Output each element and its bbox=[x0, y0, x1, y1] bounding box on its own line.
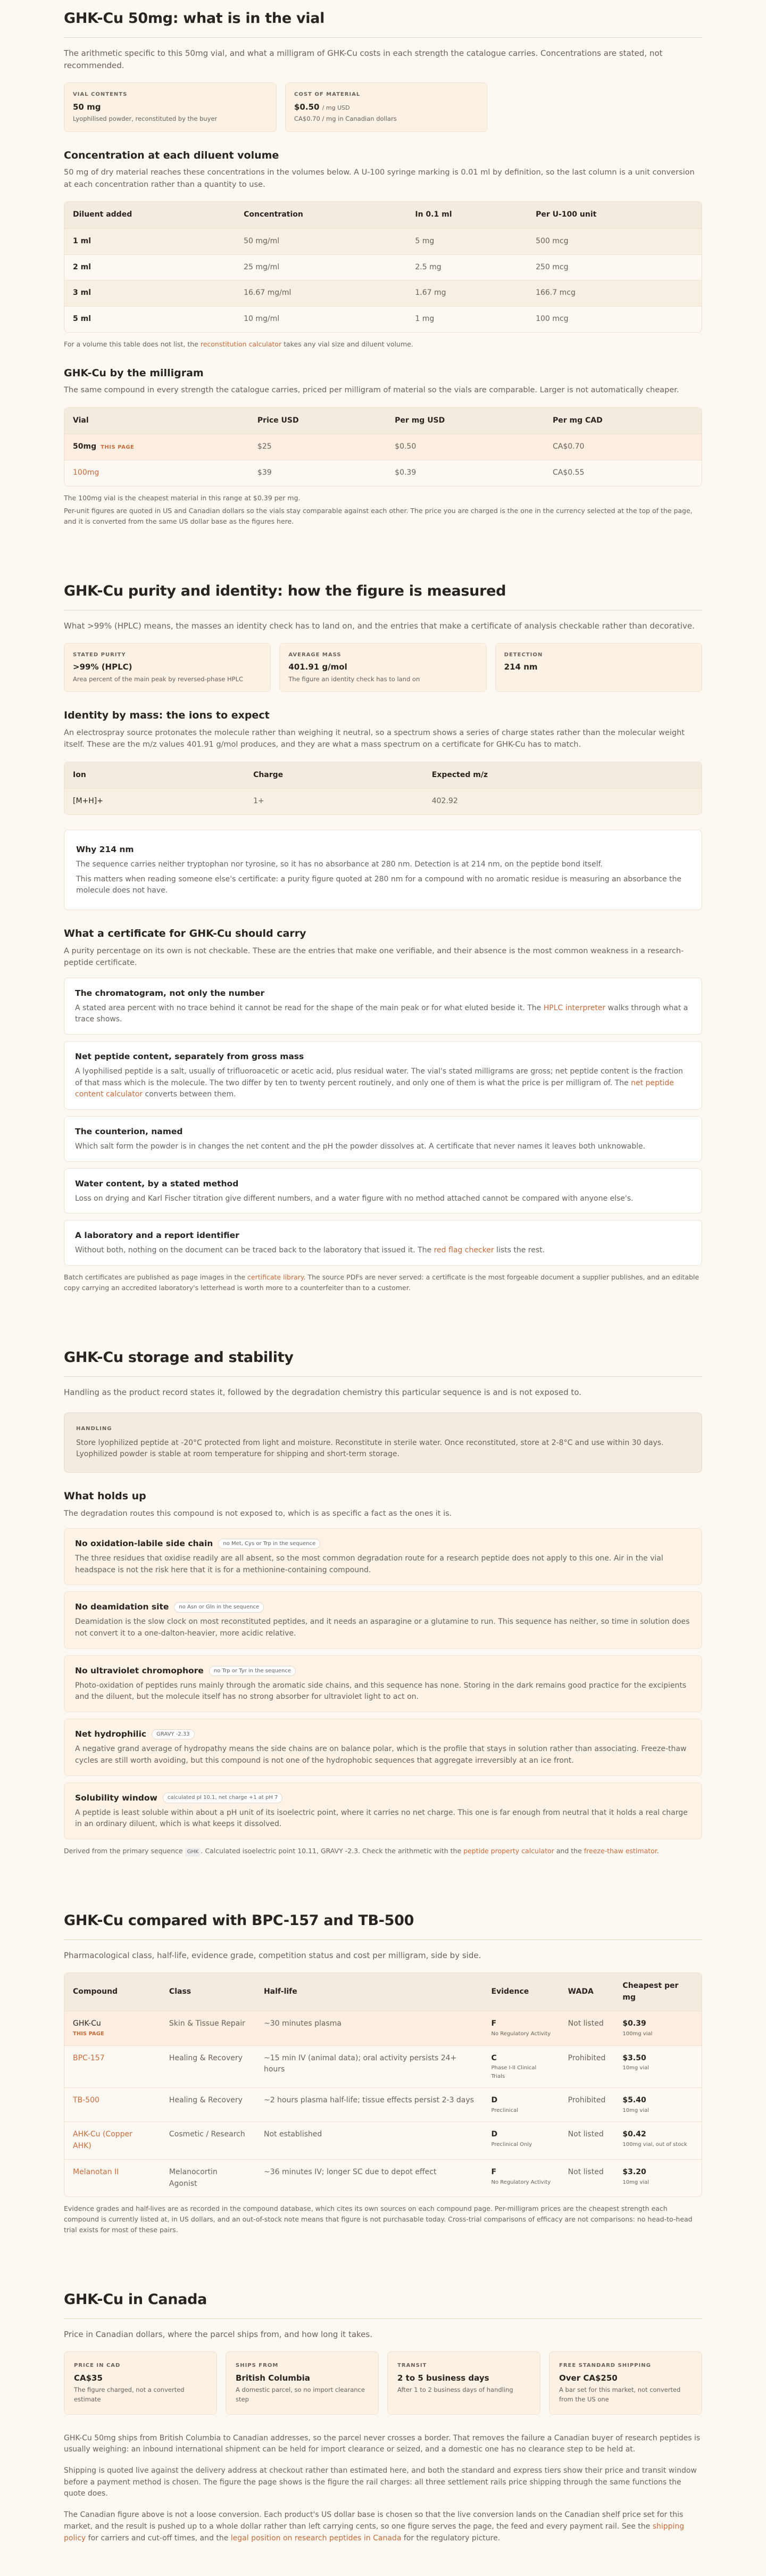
evidence-cell bbox=[483, 2011, 560, 2045]
mg-sub: The same compound in every strength the catalogue carries, priced per milligram of material so the vials are comparable. Larger is not automatically cheaper. bbox=[64, 386, 679, 395]
evidence-grade: F bbox=[491, 2019, 497, 2028]
canada-card bbox=[549, 2351, 702, 2414]
compound-cell bbox=[64, 2122, 161, 2159]
table-cell: 166.7 mcg bbox=[527, 280, 702, 307]
canada-intro: Price in Canadian dollars, where the parcel ships from, and how long it takes. bbox=[64, 2330, 372, 2340]
compare-note: Evidence grades and half-lives are as recorded in the compound database, which cites its own sources on each compound page. Per-milligram prices are the cheapest strength each compound is currently listed at, in US dollars, and an out-of-stock note means that figure is not purchasable today. Cross-trial comparisons of efficacy are not comparisons: no head-to-head trial exists for most of these pairs. bbox=[64, 2205, 693, 2234]
card-desc: The figure charged, not a converted estimate bbox=[74, 2386, 185, 2403]
card-key: VIAL CONTENTS bbox=[73, 92, 128, 98]
conc-note: For a volume this table does not list, the reconstitution calculator takes any vial size and diluent volume. bbox=[64, 340, 413, 348]
stability-pill: no Asn or Gln in the sequence bbox=[174, 1602, 264, 1613]
table-cell: 25 mg/ml bbox=[235, 254, 406, 280]
price-desc: 100mg vial, out of stock bbox=[622, 2142, 687, 2148]
card-desc: After 1 to 2 business days of handling bbox=[397, 2386, 513, 2394]
column-header: Per mg USD bbox=[386, 408, 544, 434]
card-desc: CA$0.70 / mg in Canadian dollars bbox=[294, 115, 397, 123]
stability-item-title: No ultraviolet chromophore no Trp or Tyr in the sequence bbox=[75, 1664, 691, 1677]
mg-table bbox=[64, 407, 702, 486]
cert-item-text: A stated area percent with no trace behind it cannot be read for the shape of the main peak or for what eluted beside it. The HPLC interpreter walks through what a trace shows. bbox=[75, 1003, 688, 1024]
canada-p1: GHK-Cu 50mg ships from British Columbia to Canadian addresses, so the parcel never crosses a border. That removes the failure a Canadian buyer of research peptides is usually weighing: an inbound international shipment can be held for import clearance or seized, and a domestic one has no clearance step to be held at. bbox=[64, 2433, 701, 2454]
stability-item bbox=[64, 1719, 702, 1776]
compare-section bbox=[64, 1902, 702, 2235]
evidence-desc: No Regulatory Activity bbox=[491, 2179, 551, 2185]
table-cell: 1+ bbox=[245, 789, 423, 814]
stability-item-text: Photo-oxidation of peptides runs mainly through the aromatic side chains, and this sequence has none. Storing in the dark remains good practice for the excipients and the diluent, but the molecule itself has no strong absorber for ultraviolet light to act on. bbox=[75, 1681, 687, 1702]
compound-name: GHK-Cu bbox=[73, 2019, 101, 2028]
cert-item-text: A lyophilised peptide is a salt, usually of trifluoroacetic or acetic acid, plus residual water. The vial's stated milligrams are gross; net peptide content is the fraction of that mass which is the molecule. The two differ by ten to twenty percent routinely, and only one of them is what the price is per milligram of. The net peptide content calculator converts between them. bbox=[75, 1067, 683, 1099]
vial-name: 50mg bbox=[73, 442, 97, 451]
table-row bbox=[64, 460, 702, 486]
column-header: Cheapest per mg bbox=[614, 1973, 702, 2011]
canada-section bbox=[64, 2281, 702, 2544]
shipping-policy-link[interactable]: shipping policy bbox=[64, 2522, 685, 2542]
column-header: Diluent added bbox=[64, 202, 235, 228]
half-life-cell: ~30 minutes plasma bbox=[255, 2011, 483, 2045]
price-desc: 100mg vial bbox=[622, 2031, 653, 2037]
handling-box bbox=[64, 1413, 702, 1473]
stability-item bbox=[64, 1591, 702, 1648]
cert-item-title: Net peptide content, separately from gross mass bbox=[75, 1051, 304, 1061]
evidence-desc: No Regulatory Activity bbox=[491, 2031, 551, 2037]
mg-note-2: Per-unit figures are quoted in US and Canadian dollars so the vials stay comparable against each other. The price you are charged is the one in the currency selected at the top of the page, and it is converted from the same US dollar base as the figures here. bbox=[64, 506, 693, 525]
storage-title: GHK-Cu storage and stability bbox=[64, 1339, 702, 1377]
table-cell: 250 mcg bbox=[527, 254, 702, 280]
cert-item-text: Without both, nothing on the document can be traced back to the laboratory that issued it. The red flag checker lists the rest. bbox=[75, 1246, 545, 1255]
wada-cell: Prohibited bbox=[560, 2088, 614, 2122]
cert-item bbox=[64, 1116, 702, 1162]
canada-p3: The Canadian figure above is not a loose conversion. Each product's US dollar base is chosen so that the live conversion lands on the Canadian shelf price set for this market, and the result is pushed up to a whole dollar rather than left carrying cents, so one figure serves the page, the feed and every payment rail. See the shipping policy for carriers and cut-off times, and the legal position on research peptides in Canada for the regulatory picture. bbox=[64, 2511, 685, 2542]
table-cell: 1 ml bbox=[64, 228, 235, 254]
cert-item-title: The counterion, named bbox=[75, 1127, 183, 1137]
evidence-grade: D bbox=[491, 2096, 498, 2105]
card-value bbox=[294, 101, 478, 113]
column-header: Charge bbox=[245, 762, 423, 789]
tool-link[interactable]: red flag checker bbox=[434, 1246, 494, 1255]
evidence-desc: Phase I-II Clinical Trials bbox=[491, 2065, 537, 2079]
evidence-desc: Preclinical Only bbox=[491, 2142, 532, 2148]
compound-cell bbox=[64, 2045, 161, 2088]
stability-item-title: Solubility window calculated pI 10.1, net charge +1 at pH 7 bbox=[75, 1791, 691, 1804]
vial-intro: The arithmetic specific to this 50mg vial, and what a milligram of GHK-Cu costs in each strength the catalogue carries. Concentrations are stated, not recommended. bbox=[64, 48, 663, 71]
legal-position-link[interactable]: legal position on research peptides in Canada bbox=[230, 2533, 402, 2542]
mg-note: The 100mg vial is the cheapest material in this range at $0.39 per mg. bbox=[64, 493, 301, 502]
mass-card: AVERAGE MASS 401.91 g/mol The figure an identity check has to land on bbox=[279, 643, 486, 692]
stability-item-text: Deamidation is the slow clock on most reconstituted peptides, and it needs an asparagine or a glutamine to run. This sequence has neither, so time in solution does not convert it to a one-dalton-heavier, more acidic relative. bbox=[75, 1617, 690, 1638]
compound-link[interactable]: TB-500 bbox=[73, 2096, 99, 2105]
table-cell: 3 ml bbox=[64, 280, 235, 307]
table-cell: 10 mg/ml bbox=[235, 307, 406, 332]
cert-item bbox=[64, 1220, 702, 1266]
why-title: Why 214 nm bbox=[76, 845, 134, 855]
table-row bbox=[64, 2011, 702, 2045]
cost-unit: / mg USD bbox=[322, 104, 350, 111]
price-desc: 10mg vial bbox=[622, 2179, 650, 2185]
table-cell: $0.50 bbox=[386, 434, 544, 460]
canada-p2: Shipping is quoted live against the delivery address at checkout rather than estimated here, and both the standard and express tiers show their price and transit window before a payment method is chosen. The figure the page shows is the figure the rail charges: all three settlement rails price shipping through the same functions the quote does. bbox=[64, 2466, 697, 2498]
evidence-grade: C bbox=[491, 2053, 497, 2062]
cert-items bbox=[64, 978, 702, 1266]
conc-title: Concentration at each diluent volume bbox=[64, 149, 279, 161]
price-cell bbox=[614, 2088, 702, 2122]
cert-item-title: The chromatogram, not only the number bbox=[75, 988, 265, 998]
column-header: Per U-100 unit bbox=[527, 202, 702, 228]
price-cell bbox=[614, 2011, 702, 2045]
table-cell: 5 ml bbox=[64, 307, 235, 332]
purity-section bbox=[64, 573, 702, 1293]
table-cell: 16.67 mg/ml bbox=[235, 280, 406, 307]
class-cell: Healing & Recovery bbox=[161, 2088, 255, 2122]
vial-section bbox=[64, 0, 702, 527]
table-row bbox=[64, 228, 702, 254]
stability-item-title: No oxidation-labile side chain no Met, Cys or Trp in the sequence bbox=[75, 1537, 691, 1550]
vial-title: GHK-Cu 50mg: what is in the vial bbox=[64, 0, 702, 38]
column-header: Vial bbox=[64, 408, 249, 434]
card-value: 2 to 5 business days bbox=[397, 2373, 489, 2383]
table-row bbox=[64, 789, 702, 814]
column-header: Price USD bbox=[249, 408, 386, 434]
storage-intro: Handling as the product record states it, followed by the degradation chemistry this particular sequence is and is not exposed to. bbox=[64, 1387, 581, 1397]
column-header: Class bbox=[161, 1973, 255, 2011]
price-value: $3.20 bbox=[622, 2167, 646, 2176]
handling-key: HANDLING bbox=[76, 1426, 112, 1432]
table-cell: $25 bbox=[249, 434, 386, 460]
vial-contents-card bbox=[64, 82, 277, 132]
stability-item-title: Net hydrophilic GRAVY -2.33 bbox=[75, 1728, 691, 1740]
price-value: $0.42 bbox=[622, 2130, 646, 2139]
table-row bbox=[64, 2045, 702, 2088]
cert-note: Batch certificates are published as page images in the certificate library. The source PDFs are never served: a certificate is the most forgeable document a supplier publishes, and an editable copy carrying an accredited laboratory's letterhead is worth more to a counterfeiter than to a customer. bbox=[64, 1273, 700, 1292]
card-value: CA$35 bbox=[74, 2373, 103, 2383]
half-life-cell: ~2 hours plasma half-life; tissue effects persist 2-3 days bbox=[255, 2088, 483, 2122]
sequence-code: GHK bbox=[185, 1848, 201, 1856]
price-desc: 10mg vial bbox=[622, 2065, 650, 2071]
class-cell: Healing & Recovery bbox=[161, 2045, 255, 2088]
half-life-cell: ~15 min IV (animal data); oral activity persists 24+ hours bbox=[255, 2045, 483, 2088]
column-header: Ion bbox=[64, 762, 245, 789]
compound-link[interactable]: BPC-157 bbox=[73, 2053, 105, 2062]
vial-cell bbox=[64, 460, 249, 486]
cert-title: What a certificate for GHK-Cu should carry bbox=[64, 928, 306, 940]
wada-cell: Not listed bbox=[560, 2159, 614, 2197]
table-cell: 1 mg bbox=[406, 307, 527, 332]
table-row bbox=[64, 434, 702, 460]
evidence-cell bbox=[483, 2122, 560, 2159]
canada-card bbox=[64, 2351, 217, 2414]
evidence-cell bbox=[483, 2045, 560, 2088]
purity-intro: What >99% (HPLC) means, the masses an identity check has to land on, and the entries that make a certificate of analysis checkable rather than decorative. bbox=[64, 621, 695, 631]
compound-cell bbox=[64, 2159, 161, 2197]
why-p1: The sequence carries neither tryptophan nor tyrosine, so it has no absorbance at 280 nm. Detection is at 214 nm, on the peptide bond itself. bbox=[76, 860, 603, 869]
column-header: Compound bbox=[64, 1973, 161, 2011]
canada-cards bbox=[64, 2351, 702, 2414]
cert-item-title: A laboratory and a report identifier bbox=[75, 1231, 239, 1241]
derived-note: Derived from the primary sequence GHK . Calculated isoelectric point 10.11, GRAVY -2.3. Check the arithmetic with the peptide property calculator and the freeze-thaw estimator. bbox=[64, 1846, 702, 1856]
column-header: Half-life bbox=[255, 1973, 483, 2011]
conc-table bbox=[64, 201, 702, 332]
cost-value: $0.50 bbox=[294, 102, 320, 112]
canada-card bbox=[226, 2351, 379, 2414]
class-cell: Skin & Tissue Repair bbox=[161, 2011, 255, 2045]
wada-cell: Not listed bbox=[560, 2122, 614, 2159]
price-cell bbox=[614, 2159, 702, 2197]
cert-item bbox=[64, 978, 702, 1035]
evidence-cell bbox=[483, 2159, 560, 2197]
table-cell: 2 ml bbox=[64, 254, 235, 280]
cert-item bbox=[64, 1041, 702, 1110]
this-page-tag: THIS PAGE bbox=[73, 2031, 104, 2037]
column-header: In 0.1 ml bbox=[406, 202, 527, 228]
column-header: Concentration bbox=[235, 202, 406, 228]
stability-item bbox=[64, 1782, 702, 1839]
table-row bbox=[64, 2122, 702, 2159]
cost-card bbox=[285, 82, 487, 132]
card-value: British Columbia bbox=[236, 2373, 310, 2383]
compound-link[interactable]: AHK-Cu (Copper AHK) bbox=[73, 2130, 132, 2151]
table-cell: 402.92 bbox=[423, 789, 702, 814]
why-p2: This matters when reading someone else's certificate: a purity figure quoted at 280 nm for a compound with no aromatic residue is measuring an absorbance the molecule does not have. bbox=[76, 874, 681, 895]
compound-link[interactable]: Melanotan II bbox=[73, 2167, 119, 2176]
compound-cell bbox=[64, 2088, 161, 2122]
table-cell: $39 bbox=[249, 460, 386, 486]
holds-items bbox=[64, 1528, 702, 1839]
card-desc: A domestic parcel, so no import clearance step bbox=[236, 2386, 365, 2403]
conc-sub: 50 mg of dry material reaches these concentrations in the volumes below. A U-100 syringe marking is 0.01 ml by definition, so the last column is a unit conversion at each concentration rather than a quantity to use. bbox=[64, 168, 695, 189]
certificate-library-link[interactable]: certificate library bbox=[247, 1273, 304, 1282]
cert-item bbox=[64, 1168, 702, 1214]
evidence-grade: D bbox=[491, 2130, 498, 2139]
peptide-property-calculator-link[interactable]: peptide property calculator bbox=[463, 1846, 554, 1855]
holds-title: What holds up bbox=[64, 1490, 146, 1502]
compound-cell bbox=[64, 2011, 161, 2045]
stability-item-text: A peptide is least soluble within about a pH unit of its isoelectric point, where it carries no net charge. This one is far enough from neutral that it holds a real charge in an ordinary diluent, which is what keeps it dissolved. bbox=[75, 1808, 688, 1829]
holds-sub: The degradation routes this compound is not exposed to, which is as specific a fact as the ones it is. bbox=[64, 1509, 452, 1518]
storage-section bbox=[64, 1339, 702, 1856]
evidence-cell bbox=[483, 2088, 560, 2122]
stability-item bbox=[64, 1655, 702, 1712]
purity-title: GHK-Cu purity and identity: how the figure is measured bbox=[64, 573, 702, 610]
ion-title: Identity by mass: the ions to expect bbox=[64, 709, 270, 722]
canada-title: GHK-Cu in Canada bbox=[64, 2281, 702, 2319]
why-214-box bbox=[64, 830, 702, 910]
table-row bbox=[64, 254, 702, 280]
evidence-desc: Preclinical bbox=[491, 2107, 518, 2113]
stability-item-text: A negative grand average of hydropathy means the side chains are on balance polar, which is the profile that stays in solution rather than associating. Freeze-thaw cycles are still worth avoiding, but this compound is not one of the hydrophobic sequences that aggregate irreversibly at an ice front. bbox=[75, 1745, 687, 1765]
handling-text: Store lyophilized peptide at -20°C protected from light and moisture. Reconstitute in sterile water. Once reconstituted, store at 2-8°C and use within 30 days. Lyophilized powder is stable at room temperature for shipping and short-term storage. bbox=[76, 1438, 664, 1459]
stability-item-text: The three residues that oxidise readily are all absent, so the most common degradation route for a research peptide does not apply to this one. Air in the vial headspace is not the risk here that it is for a methionine-containing compound. bbox=[75, 1554, 663, 1574]
table-cell: 2.5 mg bbox=[406, 254, 527, 280]
stability-pill: calculated pI 10.1, net charge +1 at pH 7 bbox=[163, 1793, 283, 1803]
table-cell: CA$0.70 bbox=[544, 434, 702, 460]
tool-link[interactable]: HPLC interpreter bbox=[543, 1003, 606, 1012]
column-header: Expected m/z bbox=[423, 762, 702, 789]
wada-cell: Not listed bbox=[560, 2011, 614, 2045]
wada-cell: Prohibited bbox=[560, 2045, 614, 2088]
table-cell: $0.39 bbox=[386, 460, 544, 486]
price-value: $3.50 bbox=[622, 2053, 646, 2062]
column-header: WADA bbox=[560, 1973, 614, 2011]
half-life-cell: Not established bbox=[255, 2122, 483, 2159]
card-key: TRANSIT bbox=[397, 2363, 427, 2369]
canada-card bbox=[387, 2351, 540, 2414]
table-cell: 50 mg/ml bbox=[235, 228, 406, 254]
cert-item-text: Loss on drying and Karl Fischer titration give different numbers, and a water figure with no method attached cannot be compared with anyone else's. bbox=[75, 1194, 634, 1203]
class-cell: Melanocortin Agonist bbox=[161, 2159, 255, 2197]
card-desc: A bar set for this market, not converted from the US one bbox=[559, 2386, 681, 2403]
card-value: Over CA$250 bbox=[559, 2373, 618, 2383]
card-key: SHIPS FROM bbox=[236, 2363, 279, 2369]
column-header: Evidence bbox=[483, 1973, 560, 2011]
vial-cell bbox=[64, 434, 249, 460]
stability-item bbox=[64, 1528, 702, 1585]
card-value: 50 mg bbox=[73, 102, 101, 112]
class-cell: Cosmetic / Research bbox=[161, 2122, 255, 2159]
compare-intro: Pharmacological class, half-life, evidence grade, competition status and cost per milligram, side by side. bbox=[64, 1950, 481, 1960]
cert-sub: A purity percentage on its own is not checkable. These are the entries that make one verifiable, and their absence is the most common weakness in a research-peptide certificate. bbox=[64, 946, 684, 968]
column-header: Per mg CAD bbox=[544, 408, 702, 434]
card-desc: Lyophilised powder, reconstituted by the buyer bbox=[73, 115, 218, 123]
table-row bbox=[64, 2159, 702, 2197]
ion-sub: An electrospray source protonates the molecule rather than weighing it neutral, so a spectrum shows a series of charge states rather than the molecular weight itself. These are the m/z values 401.91 g/mol produces, and they are what a mass spectrum on a certificate for GHK-Cu has to match. bbox=[64, 728, 685, 749]
table-cell: 100 mcg bbox=[527, 307, 702, 332]
stability-pill: GRAVY -2.33 bbox=[152, 1729, 195, 1740]
table-row bbox=[64, 2088, 702, 2122]
table-row bbox=[64, 307, 702, 332]
price-value: $5.40 bbox=[622, 2096, 646, 2105]
card-key: FREE STANDARD SHIPPING bbox=[559, 2363, 651, 2369]
ion-table bbox=[64, 762, 702, 815]
tool-link[interactable]: net peptide content calculator bbox=[75, 1078, 674, 1099]
compare-title: GHK-Cu compared with BPC-157 and TB-500 bbox=[64, 1902, 702, 1940]
stability-item-title: No deamidation site no Asn or Gln in the sequence bbox=[75, 1600, 691, 1613]
table-cell: 5 mg bbox=[406, 228, 527, 254]
mg-title: GHK-Cu by the milligram bbox=[64, 367, 204, 379]
freeze-thaw-estimator-link[interactable]: freeze-thaw estimator bbox=[584, 1846, 657, 1855]
compare-table bbox=[64, 1972, 702, 2197]
card-key: COST OF MATERIAL bbox=[294, 92, 361, 98]
price-cell bbox=[614, 2122, 702, 2159]
price-desc: 10mg vial bbox=[622, 2107, 650, 2113]
card-key: PRICE IN CAD bbox=[74, 2363, 121, 2369]
price-value: $0.39 bbox=[622, 2019, 646, 2028]
table-row bbox=[64, 280, 702, 307]
cert-item-text: Which salt form the powder is in changes the net content and the pH the powder dissolves at. A certificate that never names it leaves both unknowable. bbox=[75, 1142, 646, 1151]
reconstitution-calculator-link[interactable]: reconstitution calculator bbox=[200, 340, 282, 348]
stability-pill: no Met, Cys or Trp in the sequence bbox=[218, 1539, 320, 1549]
cert-item-title: Water content, by a stated method bbox=[75, 1178, 239, 1188]
stability-pill: no Trp or Tyr in the sequence bbox=[209, 1666, 296, 1677]
price-cell bbox=[614, 2045, 702, 2088]
table-cell: 500 mcg bbox=[527, 228, 702, 254]
table-cell: CA$0.55 bbox=[544, 460, 702, 486]
evidence-grade: F bbox=[491, 2167, 497, 2176]
purity-card: STATED PURITY >99% (HPLC) Area percent of the main peak by reversed-phase HPLC bbox=[64, 643, 271, 692]
table-cell: [M+H]+ bbox=[64, 789, 245, 814]
half-life-cell: ~36 minutes IV; longer SC due to depot effect bbox=[255, 2159, 483, 2197]
vial-link[interactable]: 100mg bbox=[73, 468, 99, 477]
detection-card: DETECTION 214 nm bbox=[495, 643, 702, 692]
this-page-tag: THIS PAGE bbox=[101, 444, 135, 451]
table-cell: 1.67 mg bbox=[406, 280, 527, 307]
